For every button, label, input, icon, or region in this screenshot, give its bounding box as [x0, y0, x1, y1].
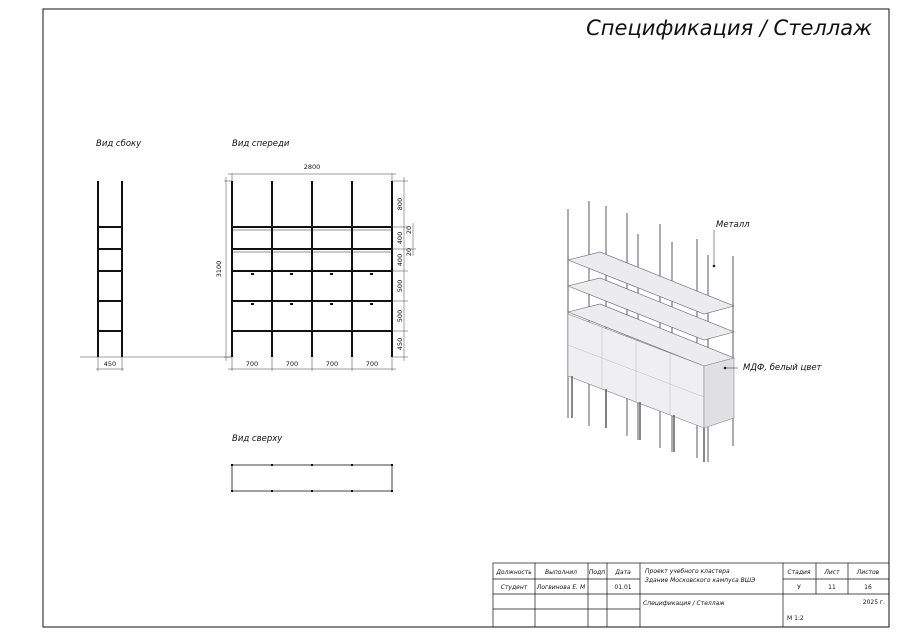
side-view-label: Вид сбоку	[96, 139, 142, 149]
tb-year: 2025 г.	[862, 599, 885, 606]
tb-stage-header: Стадия	[787, 569, 811, 576]
tb-sheets-value: 16	[864, 584, 872, 591]
overall-width-dim: 2800	[303, 163, 321, 171]
mdf-callout: МДФ, белый цвет	[743, 363, 822, 373]
tb-header-sign: Подп	[588, 569, 606, 576]
sheet-title: Спецификация / Стеллаж	[586, 16, 872, 40]
vertical-dim-400b: 400	[396, 253, 404, 267]
overall-height-dim: 3100	[215, 260, 223, 278]
vertical-dim-20b: 20	[405, 247, 413, 257]
top-view-label: Вид сверху	[232, 434, 283, 444]
bay-width-dim-1: 700	[245, 360, 259, 368]
tb-project-line1: Проект учебного кластера	[645, 568, 730, 575]
vertical-dim-800: 800	[396, 197, 404, 211]
top-view	[231, 464, 393, 492]
tb-project-line2: Здание Московского кампуса ВШЭ	[645, 577, 756, 584]
bay-width-dim-4: 700	[365, 360, 379, 368]
front-view	[224, 173, 416, 371]
tb-sheet-name: Спецификация / Стеллаж	[643, 600, 725, 607]
bay-width-dim-3: 700	[325, 360, 339, 368]
vertical-dim-500b: 500	[396, 309, 404, 323]
tb-header-date: Дата	[615, 569, 631, 576]
tb-stage-value: У	[797, 584, 801, 591]
tb-sheet-value: 11	[828, 584, 836, 591]
tb-date: 01.01	[614, 584, 632, 591]
vertical-dim-400a: 400	[396, 231, 404, 245]
tb-sheet-header: Лист	[824, 569, 840, 576]
axonometric-view	[568, 201, 738, 462]
vertical-dim-500a: 500	[396, 279, 404, 293]
vertical-dim-450: 450	[396, 337, 404, 351]
tb-role: Студент	[500, 584, 528, 591]
tb-scale: М 1:2	[787, 615, 804, 622]
tb-header-position: Должность	[496, 569, 532, 576]
bay-width-dim-2: 700	[285, 360, 299, 368]
vertical-dim-20a: 20	[405, 225, 413, 235]
tb-sheets-header: Листов	[856, 569, 880, 576]
side-view	[80, 181, 232, 371]
tb-author: Логвинова Е. М	[536, 584, 586, 591]
sheet-frame	[43, 9, 889, 627]
metal-callout: Металл	[716, 220, 750, 230]
side-depth-dim: 450	[103, 360, 117, 368]
tb-header-performed: Выполнил	[545, 569, 577, 576]
front-view-label: Вид спереди	[232, 139, 290, 149]
